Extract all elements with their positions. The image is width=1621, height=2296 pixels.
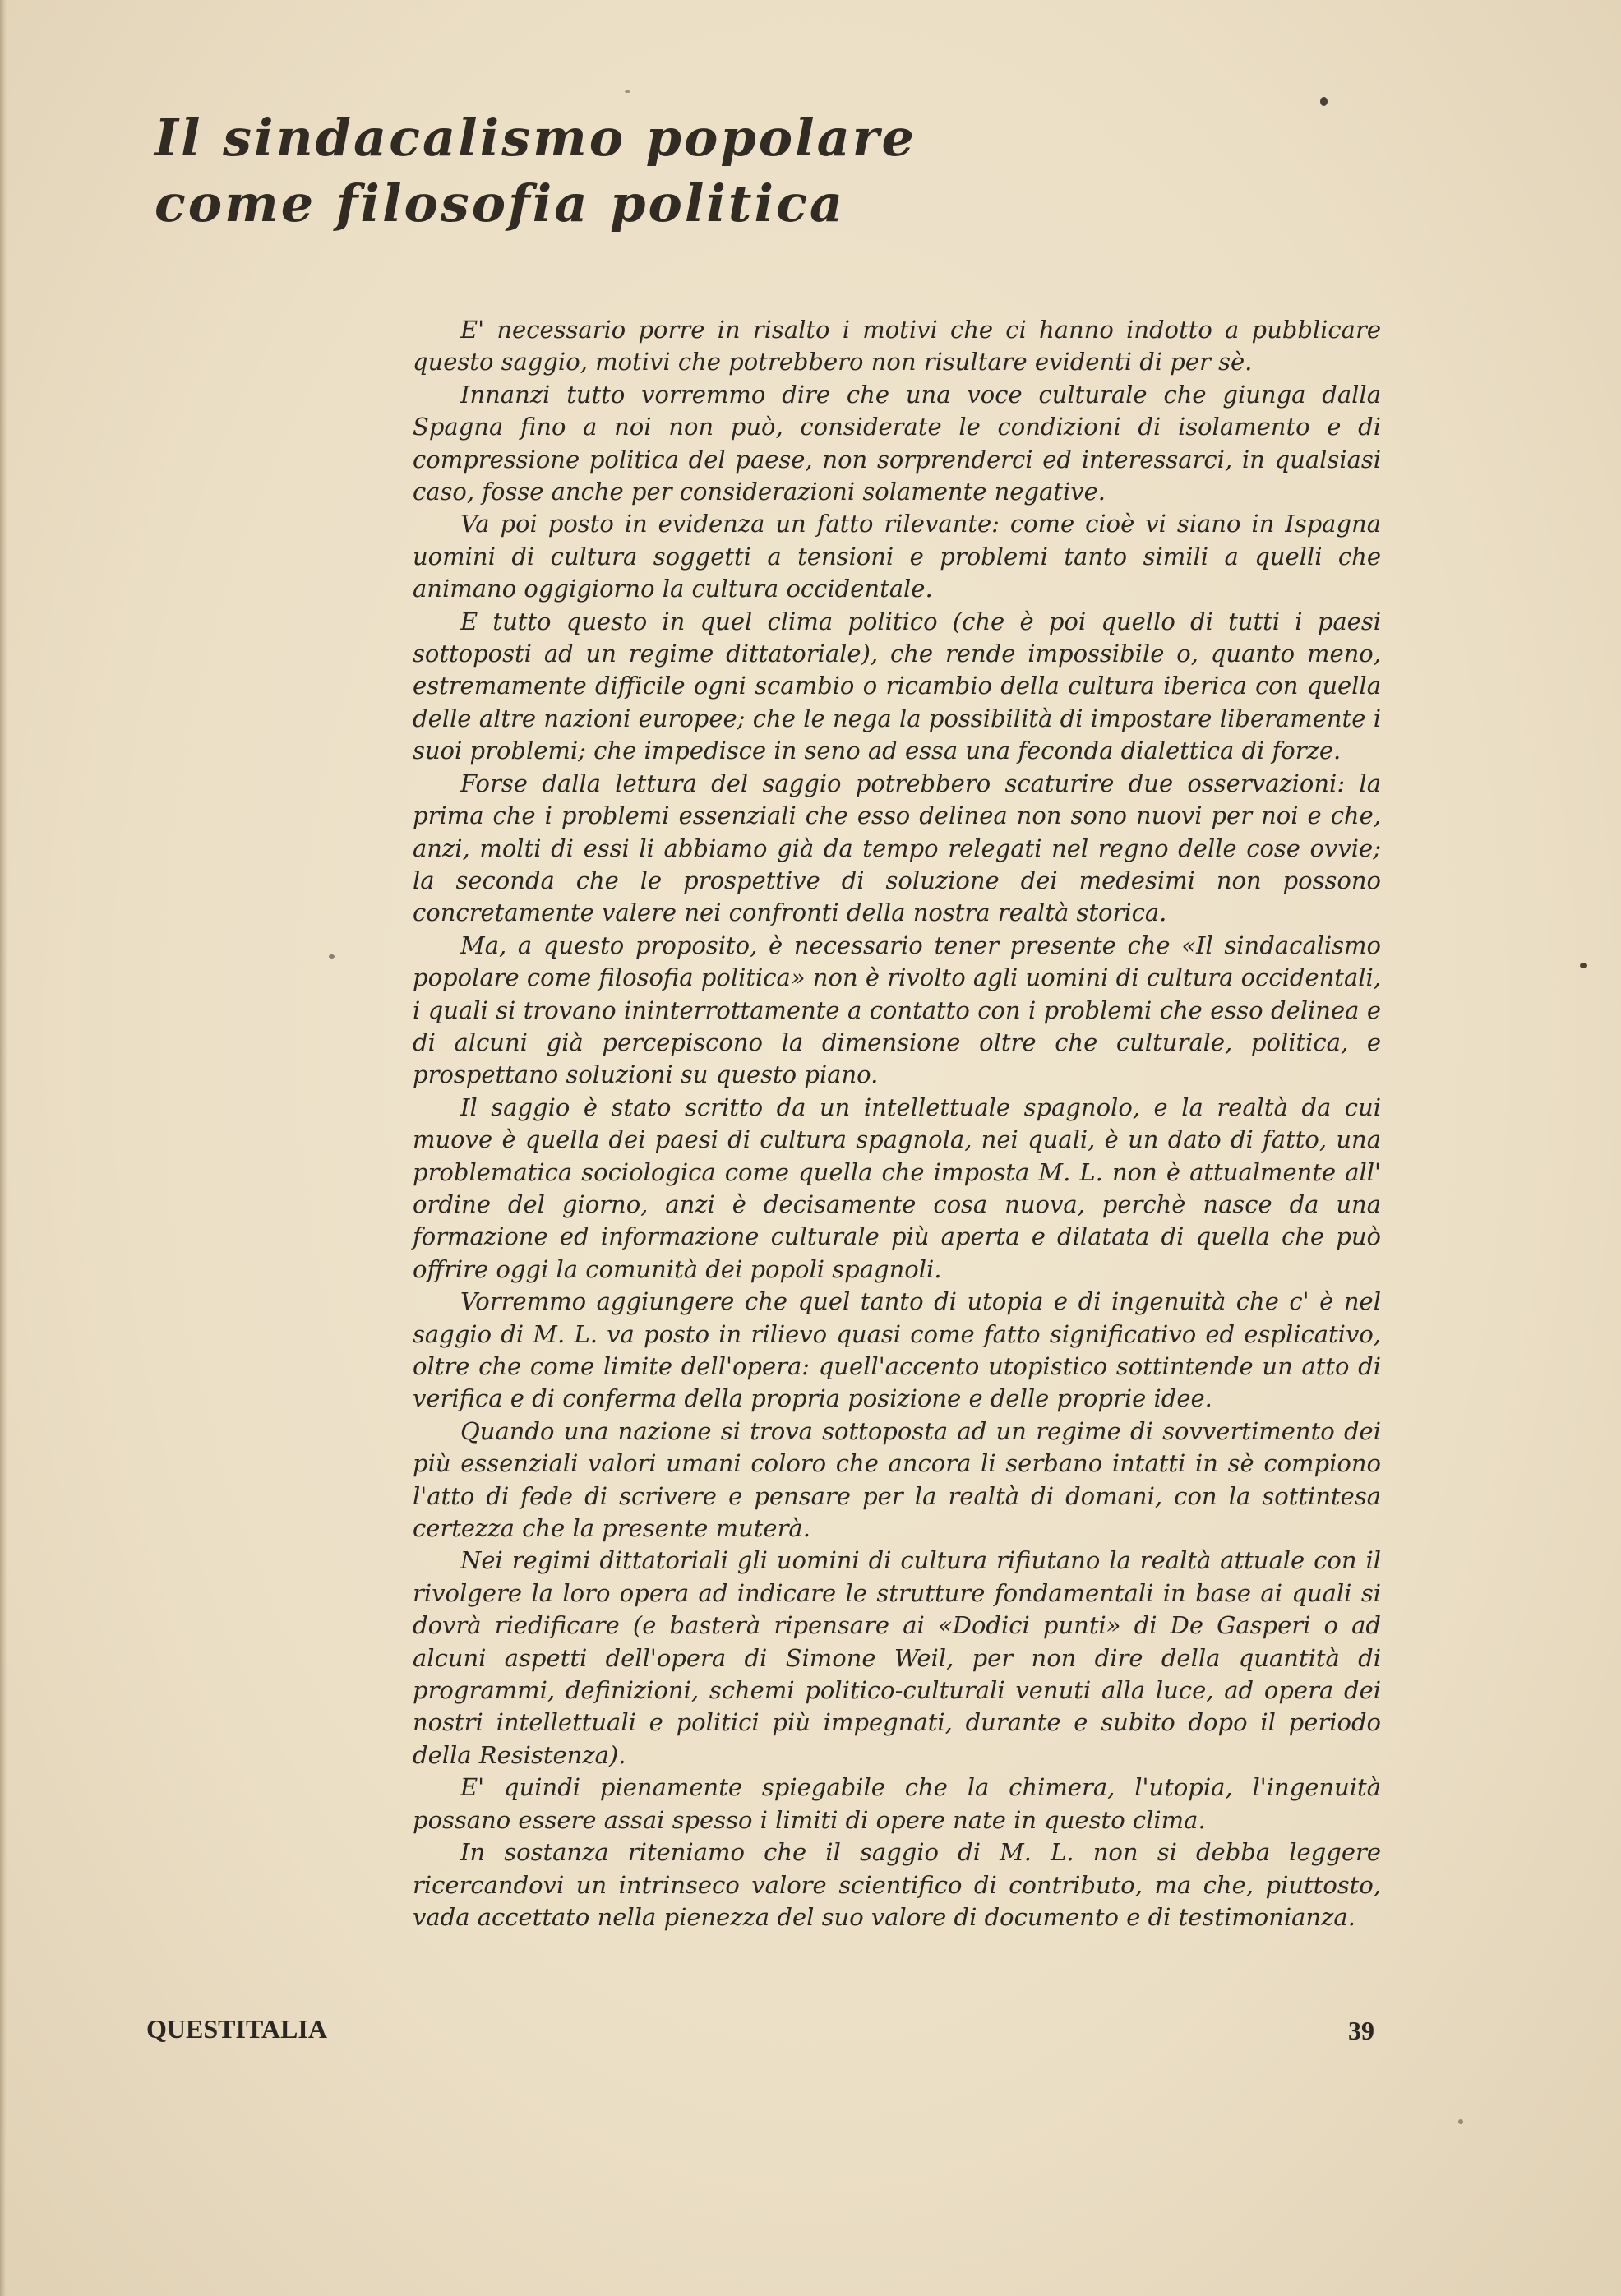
paragraph: E' quindi pienamente spiegabile che la chimera, l'utopia, l'ingenuità possano essere assai spesso i limiti di opere nate in questo clima. [413,1773,1381,1834]
paragraph: Ma, a questo proposito, è necessario tener presente che «Il sindacalismo popolare come filosofia politica» non è rivolto agli uomini di cultura occidentali, i quali si trovano ininterrottamente a contatto con i problemi che esso delinea e di alcuni già percepiscono la dimensione oltre che culturale, politica, e prospettano soluzioni su questo piano. [413,931,1381,1089]
paper-speck [1580,963,1587,968]
paragraph: Nei regimi dittatoriali gli uomini di cultura rifiutano la realtà attuale con il rivolgere la loro opera ad indicare le strutture fondamentali in base ai quali si dovrà riedificare (e basterà ripensare ai «Dodici punti» di De Gasperi o ad alcuni aspetti dell'opera di Simone Weil, per non dire della quantità di programmi, definizioni, schemi politico-culturali venuti alla luce, ad opera dei nostri intellettuali e politici più impegnati, durante e subito dopo il periodo della Resistenza). [413,1546,1381,1769]
paragraph: In sostanza riteniamo che il saggio di M. L. non si debba leggere ricercandovi un intrinseco valore scientifico di contributo, ma che, piuttosto, vada accettato nella pienezza del suo valore di documento e di testimonianza. [413,1838,1381,1931]
paragraph: E tutto questo in quel clima politico (che è poi quello di tutti i paesi sottoposti ad un regime dittatoriale), che rende impossibile o, quanto meno, estremamente difficile ogni scambio o ricambio della cultura iberica con quella delle altre nazioni europee; che le nega la possibilità di impostare liberamente i suoi problemi; che impedisce in seno ad essa una feconda dialettica di forze. [413,607,1381,765]
page-number: 39 [1348,2016,1374,2045]
paragraph: E' necessario porre in risalto i motivi che ci hanno indotto a pubblicare questo saggio, motivi che potrebbero non risultare evidenti di per sè. [413,316,1381,377]
paragraph: Quando una nazione si trova sottoposta ad un regime di sovvertimento dei più essenziali valori umani coloro che ancora li serbano intatti in sè compiono l'atto di fede di scrivere e pensare per la realtà di domani, con la sottintesa certezza che la presente muterà. [413,1416,1381,1543]
paragraph: Innanzi tutto vorremmo dire che una voce culturale che giunga dalla Spagna fino a noi non può, considerate le condizioni di isolamento e di compressione politica del paese, non sorprenderci ed interessarci, in qualsiasi caso, fosse anche per considerazioni solamente negative. [413,380,1381,506]
paragraph: Il saggio è stato scritto da un intellettuale spagnolo, e la realtà da cui muove è quella dei paesi di cultura spagnola, nei quali, è un dato di fatto, una problematica sociologica come quella che imposta M. L. non è attualmente all' ordine del giorno, anzi è decisamente cosa nuova, perchè nasce da una formazione ed informazione culturale più aperta e dilatata di quella che può offrire oggi la comunità dei popoli spagnoli. [413,1093,1381,1283]
paragraph: Vorremmo aggiungere che quel tanto di utopia e di ingenuità che c' è nel saggio di M. L. va posto in rilievo quasi come fatto significativo ed esplicativo, oltre che come limite dell'opera: quell'accento utopistico sottintende un atto di verifica e di conferma della propria posizione e delle proprie idee. [413,1287,1381,1413]
paper-speck [1320,97,1328,106]
paper-speck [329,954,335,959]
article-body [413,314,1381,1933]
paper-speck [625,90,630,93]
title-line-1: Il sindacalismo popolare [155,108,917,168]
paragraph: Forse dalla lettura del saggio potrebbero scaturire due osservazioni: la prima che i problemi essenziali che esso delinea non sono nuovi per noi e che, anzi, molti di essi li abbiamo già da tempo relegati nel regno delle cose ovvie; la seconda che le prospettive di soluzione dei medesimi non possono concretamente valere nei confronti della nostra realtà storica. [413,769,1381,927]
article-title [155,105,917,237]
paragraph: Va poi posto in evidenza un fatto rilevante: come cioè vi siano in Ispagna uomini di cultura soggetti a tensioni e problemi tanto simili a quelli che animano oggigiorno la cultura occidentale. [413,510,1381,603]
title-line-2: come filosofia politica [155,173,846,233]
paper-speck [1458,2119,1463,2124]
magazine-name: QUESTITALIA [146,2014,327,2044]
